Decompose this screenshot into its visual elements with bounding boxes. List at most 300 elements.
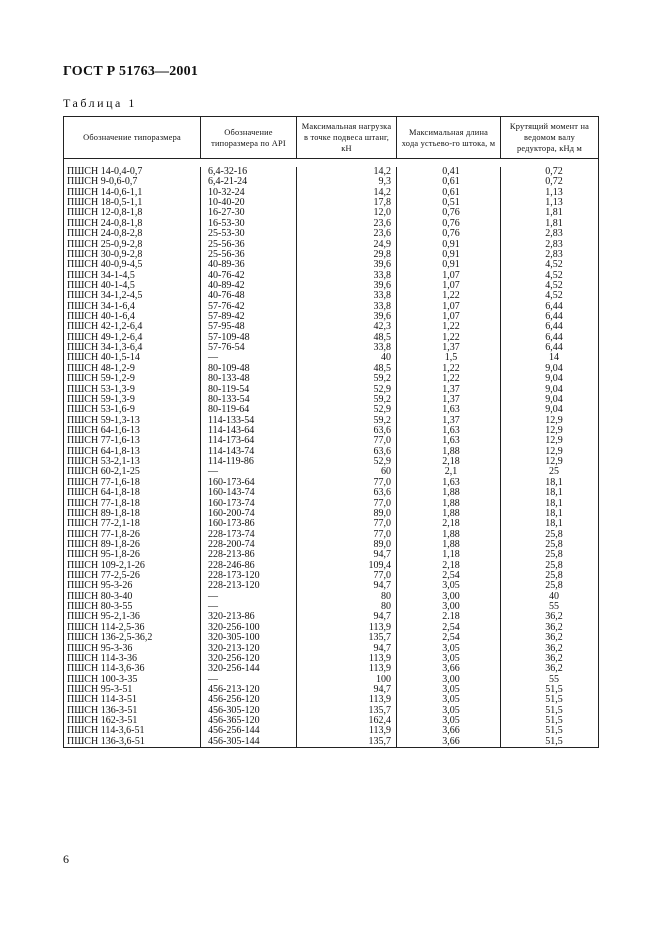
table-row	[64, 488, 598, 498]
api-cell: 25-56-36	[201, 250, 297, 260]
api-cell: 16-27-30	[201, 208, 297, 218]
load-cell: 40	[297, 353, 397, 363]
designation-cell: ПШСН 49-1,2-6,4	[64, 333, 201, 343]
load-cell: 52,9	[297, 457, 397, 467]
load-cell: 17,8	[297, 198, 397, 208]
torque-cell: 25,8	[545, 581, 563, 592]
torque-cell: 1,81	[545, 208, 563, 219]
stroke-cell: 0,51	[397, 198, 501, 208]
load-cell: 33,8	[297, 291, 397, 301]
torque-cell: 2,83	[545, 239, 563, 250]
torque-cell: 55	[549, 674, 559, 685]
stroke-cell: 2,54	[397, 623, 501, 633]
table-row	[64, 478, 598, 488]
stroke-cell: 2,54	[397, 633, 501, 643]
designation-cell: ПШСН 34-1-6,4	[64, 302, 201, 312]
header-api-designation: Обозначение типоразмера по API	[201, 117, 297, 158]
designation-cell: ПШСН 12-0,8-1,8	[64, 208, 201, 218]
table-row	[64, 602, 598, 612]
designation-cell: ПШСН 136-3,6-51	[64, 737, 201, 747]
stroke-cell: 1,88	[397, 530, 501, 540]
stroke-cell: 2,54	[397, 571, 501, 581]
stroke-cell: 0,91	[397, 260, 501, 270]
stroke-cell: 1,07	[397, 302, 501, 312]
table-row	[64, 561, 598, 571]
stroke-cell: 1,07	[397, 312, 501, 322]
stroke-cell: 3,05	[397, 654, 501, 664]
table-caption: Таблица 1	[63, 96, 137, 110]
stroke-cell: 0,41	[397, 167, 501, 177]
torque-cell: 9,04	[545, 374, 563, 385]
table-row	[64, 664, 598, 674]
api-cell: 320-213-120	[201, 644, 297, 654]
api-cell: 40-89-42	[201, 281, 297, 291]
torque-cell: 6,44	[545, 343, 563, 354]
stroke-cell: 0,91	[397, 250, 501, 260]
stroke-cell: 1,88	[397, 509, 501, 519]
torque-cell: 25,8	[545, 529, 563, 540]
load-cell: 94,7	[297, 581, 397, 591]
table-row	[64, 364, 598, 374]
torque-cell: 6,44	[545, 332, 563, 343]
load-cell: 63,6	[297, 447, 397, 457]
api-cell: 40-76-42	[201, 271, 297, 281]
api-cell: 456-256-144	[201, 726, 297, 736]
designation-cell: ПШСН 77-2,5-26	[64, 571, 201, 581]
load-cell: 89,0	[297, 540, 397, 550]
torque-cell: 18,1	[545, 498, 563, 509]
table-row	[64, 716, 598, 726]
designation-cell: ПШСН 114-3,6-36	[64, 664, 201, 674]
torque-cell: 18,1	[545, 508, 563, 519]
designation-cell: ПШСН 77-1,8-26	[64, 530, 201, 540]
table-row	[64, 633, 598, 643]
load-cell: 113,9	[297, 664, 397, 674]
torque-cell: 51,5	[545, 684, 563, 695]
designation-cell: ПШСН 77-1,8-18	[64, 499, 201, 509]
table-row	[64, 208, 598, 218]
torque-cell: 12,9	[545, 446, 563, 457]
load-cell: 12,0	[297, 208, 397, 218]
document-title: ГОСТ Р 51763—2001	[63, 64, 199, 79]
stroke-cell: 1,63	[397, 426, 501, 436]
load-cell: 14,2	[297, 167, 397, 177]
designation-cell: ПШСН 64-1,8-13	[64, 447, 201, 457]
designation-cell: ПШСН 48-1,2-9	[64, 364, 201, 374]
torque-cell: 40	[549, 591, 559, 602]
stroke-cell: 1,07	[397, 281, 501, 291]
designation-cell: ПШСН 40-1-6,4	[64, 312, 201, 322]
load-cell: 48,5	[297, 333, 397, 343]
stroke-cell: 3,05	[397, 706, 501, 716]
api-cell: 320-305-100	[201, 633, 297, 643]
designation-cell: ПШСН 95-1,8-26	[64, 550, 201, 560]
torque-cell: 12,9	[545, 415, 563, 426]
stroke-cell: 1,63	[397, 405, 501, 415]
stroke-cell: 1,5	[397, 353, 501, 363]
torque-cell: 1,81	[545, 218, 563, 229]
api-cell: 228-246-86	[201, 561, 297, 571]
load-cell: 77,0	[297, 571, 397, 581]
table-row	[64, 229, 598, 239]
load-cell: 77,0	[297, 478, 397, 488]
stroke-cell: 1,37	[397, 416, 501, 426]
torque-cell: 36,2	[545, 664, 563, 675]
load-cell: 77,0	[297, 436, 397, 446]
designation-cell: ПШСН 64-1,6-13	[64, 426, 201, 436]
api-cell: 57-109-48	[201, 333, 297, 343]
table-row	[64, 333, 598, 343]
api-cell: 80-109-48	[201, 364, 297, 374]
stroke-cell: 0,76	[397, 229, 501, 239]
designation-cell: ПШСН 77-2,1-18	[64, 519, 201, 529]
torque-cell: 12,9	[545, 436, 563, 447]
designation-cell: ПШСН 60-2,1-25	[64, 467, 201, 477]
table-row	[64, 467, 598, 477]
api-cell: 160-173-86	[201, 519, 297, 529]
stroke-cell: 1,22	[397, 364, 501, 374]
designation-cell: ПШСН 42-1,2-6,4	[64, 322, 201, 332]
designation-cell: ПШСН 136-2,5-36,2	[64, 633, 201, 643]
api-cell: 228-213-120	[201, 581, 297, 591]
api-cell: 114-133-54	[201, 416, 297, 426]
table-row	[64, 177, 598, 187]
torque-cell: 6,44	[545, 312, 563, 323]
stroke-cell: 3,66	[397, 737, 501, 747]
load-cell: 109,4	[297, 561, 397, 571]
torque-cell: 25,8	[545, 539, 563, 550]
table-row	[64, 188, 598, 198]
designation-cell: ПШСН 40-1,5-14	[64, 353, 201, 363]
designation-cell: ПШСН 14-0,6-1,1	[64, 188, 201, 198]
header-max-load: Максимальная нагрузка в точке подвеса штанг, кН	[297, 117, 397, 158]
designation-cell: ПШСН 40-1-4,5	[64, 281, 201, 291]
table-row	[64, 654, 598, 664]
stroke-cell: 0,91	[397, 240, 501, 250]
stroke-cell: 1,63	[397, 478, 501, 488]
api-cell: 228-213-86	[201, 550, 297, 560]
designation-cell: ПШСН 80-3-40	[64, 592, 201, 602]
designation-cell: ПШСН 53-1,3-9	[64, 385, 201, 395]
torque-cell: 12,9	[545, 457, 563, 468]
stroke-cell: 2,18	[397, 561, 501, 571]
table-row	[64, 240, 598, 250]
api-cell: 456-256-120	[201, 695, 297, 705]
stroke-cell: 1,18	[397, 550, 501, 560]
table-row	[64, 416, 598, 426]
stroke-cell: 1,22	[397, 374, 501, 384]
table-row	[64, 312, 598, 322]
api-cell: 320-213-86	[201, 612, 297, 622]
torque-cell: 6,44	[545, 301, 563, 312]
load-cell: 135,7	[297, 737, 397, 747]
api-cell: 456-305-144	[201, 737, 297, 747]
stroke-cell: 3,00	[397, 675, 501, 685]
api-cell: 114-143-64	[201, 426, 297, 436]
designation-cell: ПШСН 30-0,9-2,8	[64, 250, 201, 260]
table-row	[64, 550, 598, 560]
load-cell: 33,8	[297, 302, 397, 312]
stroke-cell: 1,88	[397, 499, 501, 509]
api-cell: —	[201, 467, 297, 477]
table-row	[64, 219, 598, 229]
stroke-cell: 1,07	[397, 271, 501, 281]
load-cell: 113,9	[297, 695, 397, 705]
designation-cell: ПШСН 80-3-55	[64, 602, 201, 612]
api-cell: 57-89-42	[201, 312, 297, 322]
torque-cell: 9,04	[545, 363, 563, 374]
load-cell: 89,0	[297, 509, 397, 519]
stroke-cell: 1,22	[397, 333, 501, 343]
table-row	[64, 260, 598, 270]
api-cell: 456-365-120	[201, 716, 297, 726]
designation-cell: ПШСН 24-0,8-1,8	[64, 219, 201, 229]
header-torque: Крутящий момент на ведомом валу редуктора, кНд м	[509, 122, 590, 153]
stroke-cell: 1,88	[397, 447, 501, 457]
torque-cell: 0,72	[545, 177, 563, 188]
stroke-cell: 1,88	[397, 540, 501, 550]
designation-cell: ПШСН 95-3-51	[64, 685, 201, 695]
table-row	[64, 385, 598, 395]
api-cell: 80-133-54	[201, 395, 297, 405]
table-row	[64, 198, 598, 208]
load-cell: 63,6	[297, 426, 397, 436]
table-row	[64, 592, 598, 602]
load-cell: 23,6	[297, 229, 397, 239]
stroke-cell: 3,00	[397, 602, 501, 612]
torque-cell: 4,52	[545, 270, 563, 281]
load-cell: 42,3	[297, 322, 397, 332]
table-row	[64, 405, 598, 415]
torque-cell: 36,2	[545, 612, 563, 623]
designation-cell: ПШСН 114-3-36	[64, 654, 201, 664]
torque-cell: 36,2	[545, 653, 563, 664]
load-cell: 52,9	[297, 385, 397, 395]
load-cell: 59,2	[297, 395, 397, 405]
header-max-stroke: Максимальная длина хода устьево-го штока, м	[397, 117, 501, 158]
table-row	[64, 571, 598, 581]
api-cell: 57-76-42	[201, 302, 297, 312]
stroke-cell: 3,05	[397, 685, 501, 695]
torque-cell: 9,04	[545, 394, 563, 405]
table-row	[64, 281, 598, 291]
designation-cell: ПШСН 162-3-51	[64, 716, 201, 726]
table-row	[64, 447, 598, 457]
load-cell: 39,6	[297, 281, 397, 291]
torque-cell: 4,52	[545, 260, 563, 271]
torque-cell: 51,5	[545, 736, 563, 747]
torque-cell: 36,2	[545, 622, 563, 633]
load-cell: 23,6	[297, 219, 397, 229]
api-cell: 456-305-120	[201, 706, 297, 716]
load-cell: 60	[297, 467, 397, 477]
torque-cell: 2,83	[545, 249, 563, 260]
load-cell: 94,7	[297, 612, 397, 622]
table-row	[64, 322, 598, 332]
table-row	[64, 612, 598, 622]
table-row	[64, 581, 598, 591]
table-row	[64, 167, 598, 177]
designation-cell: ПШСН 53-2,1-13	[64, 457, 201, 467]
table-row	[64, 271, 598, 281]
stroke-cell: 2,18	[397, 457, 501, 467]
stroke-cell: 3,05	[397, 716, 501, 726]
designation-cell: ПШСН 95-2,1-36	[64, 612, 201, 622]
load-cell: 100	[297, 675, 397, 685]
load-cell: 135,7	[297, 706, 397, 716]
api-cell: 10-32-24	[201, 188, 297, 198]
designation-cell: ПШСН 114-3,6-51	[64, 726, 201, 736]
torque-cell: 25,8	[545, 560, 563, 571]
api-cell: 320-256-120	[201, 654, 297, 664]
torque-cell: 25,8	[545, 571, 563, 582]
load-cell: 48,5	[297, 364, 397, 374]
load-cell: 14,2	[297, 188, 397, 198]
api-cell: 160-173-64	[201, 478, 297, 488]
designation-cell: ПШСН 89-1,8-18	[64, 509, 201, 519]
stroke-cell: 1,37	[397, 343, 501, 353]
api-cell: 114-173-64	[201, 436, 297, 446]
table-row	[64, 726, 598, 736]
load-cell: 77,0	[297, 499, 397, 509]
page-number: 6	[63, 852, 69, 866]
table-row	[64, 343, 598, 353]
torque-cell: 51,5	[545, 716, 563, 727]
designation-cell: ПШСН 136-3-51	[64, 706, 201, 716]
stroke-cell: 2,18	[397, 519, 501, 529]
table-row	[64, 509, 598, 519]
stroke-cell: 1,37	[397, 395, 501, 405]
stroke-cell: 0,61	[397, 188, 501, 198]
api-cell: 16-53-30	[201, 219, 297, 229]
table-body	[64, 167, 598, 747]
stroke-cell: 1,37	[397, 385, 501, 395]
api-cell: 25-56-36	[201, 240, 297, 250]
api-cell: 160-200-74	[201, 509, 297, 519]
api-cell: 10-40-20	[201, 198, 297, 208]
torque-cell: 9,04	[545, 384, 563, 395]
torque-cell: 51,5	[545, 705, 563, 716]
torque-cell: 1,13	[545, 187, 563, 198]
load-cell: 39,6	[297, 312, 397, 322]
torque-cell: 55	[549, 602, 559, 613]
stroke-cell: 3,05	[397, 644, 501, 654]
specs-table	[63, 116, 599, 748]
stroke-cell: 1,63	[397, 436, 501, 446]
table-row	[64, 644, 598, 654]
load-cell: 113,9	[297, 654, 397, 664]
designation-cell: ПШСН 34-1,2-4,5	[64, 291, 201, 301]
load-cell: 94,7	[297, 644, 397, 654]
designation-cell: ПШСН 100-3-35	[64, 675, 201, 685]
torque-cell: 18,1	[545, 477, 563, 488]
api-cell: 40-89-36	[201, 260, 297, 270]
api-cell: 160-173-74	[201, 499, 297, 509]
table-row	[64, 250, 598, 260]
table-row	[64, 436, 598, 446]
designation-cell: ПШСН 40-0,9-4,5	[64, 260, 201, 270]
table-row	[64, 675, 598, 685]
torque-cell: 0,72	[545, 167, 563, 177]
table-row	[64, 519, 598, 529]
designation-cell: ПШСН 59-1,3-9	[64, 395, 201, 405]
designation-cell: ПШСН 24-0,8-2,8	[64, 229, 201, 239]
load-cell: 9,3	[297, 177, 397, 187]
api-cell: 114-143-74	[201, 447, 297, 457]
torque-cell: 6,44	[545, 322, 563, 333]
api-cell: 40-76-48	[201, 291, 297, 301]
api-cell: 57-76-54	[201, 343, 297, 353]
load-cell: 63,6	[297, 488, 397, 498]
api-cell: 6,4-21-24	[201, 177, 297, 187]
table-row	[64, 737, 598, 747]
torque-cell: 1,13	[545, 198, 563, 209]
load-cell: 113,9	[297, 726, 397, 736]
table-row	[64, 374, 598, 384]
stroke-cell: 1,22	[397, 322, 501, 332]
stroke-cell: 1,22	[397, 291, 501, 301]
load-cell: 24,9	[297, 240, 397, 250]
stroke-cell: 0,76	[397, 219, 501, 229]
torque-cell: 12,9	[545, 425, 563, 436]
torque-cell: 25,8	[545, 550, 563, 561]
torque-cell: 51,5	[545, 726, 563, 737]
torque-cell: 18,1	[545, 488, 563, 499]
api-cell: 228-173-120	[201, 571, 297, 581]
designation-cell: ПШСН 34-1-4,5	[64, 271, 201, 281]
api-cell: 114-119-86	[201, 457, 297, 467]
table-row	[64, 457, 598, 467]
api-cell: —	[201, 675, 297, 685]
load-cell: 29,8	[297, 250, 397, 260]
stroke-cell: 3,66	[397, 664, 501, 674]
stroke-cell: 3,66	[397, 726, 501, 736]
torque-cell: 36,2	[545, 643, 563, 654]
load-cell: 59,2	[297, 374, 397, 384]
designation-cell: ПШСН 64-1,8-18	[64, 488, 201, 498]
api-cell: 228-200-74	[201, 540, 297, 550]
torque-cell: 51,5	[545, 695, 563, 706]
api-cell: —	[201, 592, 297, 602]
load-cell: 80	[297, 592, 397, 602]
load-cell: 77,0	[297, 530, 397, 540]
torque-cell: 9,04	[545, 405, 563, 416]
stroke-cell: 0,61	[397, 177, 501, 187]
designation-cell: ПШСН 95-3-26	[64, 581, 201, 591]
table-row	[64, 623, 598, 633]
torque-cell: 4,52	[545, 291, 563, 302]
table-row	[64, 302, 598, 312]
load-cell: 162,4	[297, 716, 397, 726]
api-cell: 456-213-120	[201, 685, 297, 695]
table-row	[64, 353, 598, 363]
designation-cell: ПШСН 34-1,3-6,4	[64, 343, 201, 353]
api-cell: 320-256-144	[201, 664, 297, 674]
torque-cell: 36,2	[545, 633, 563, 644]
table-row	[64, 291, 598, 301]
designation-cell: ПШСН 25-0,9-2,8	[64, 240, 201, 250]
api-cell: 228-173-74	[201, 530, 297, 540]
api-cell: 160-143-74	[201, 488, 297, 498]
stroke-cell: 2,1	[397, 467, 501, 477]
load-cell: 33,8	[297, 271, 397, 281]
stroke-cell: 0,76	[397, 208, 501, 218]
api-cell: 6,4-32-16	[201, 167, 297, 177]
torque-cell: 18,1	[545, 519, 563, 530]
header-designation: Обозначение типоразмера	[64, 117, 201, 158]
torque-cell: 25	[549, 467, 559, 478]
table-row	[64, 706, 598, 716]
